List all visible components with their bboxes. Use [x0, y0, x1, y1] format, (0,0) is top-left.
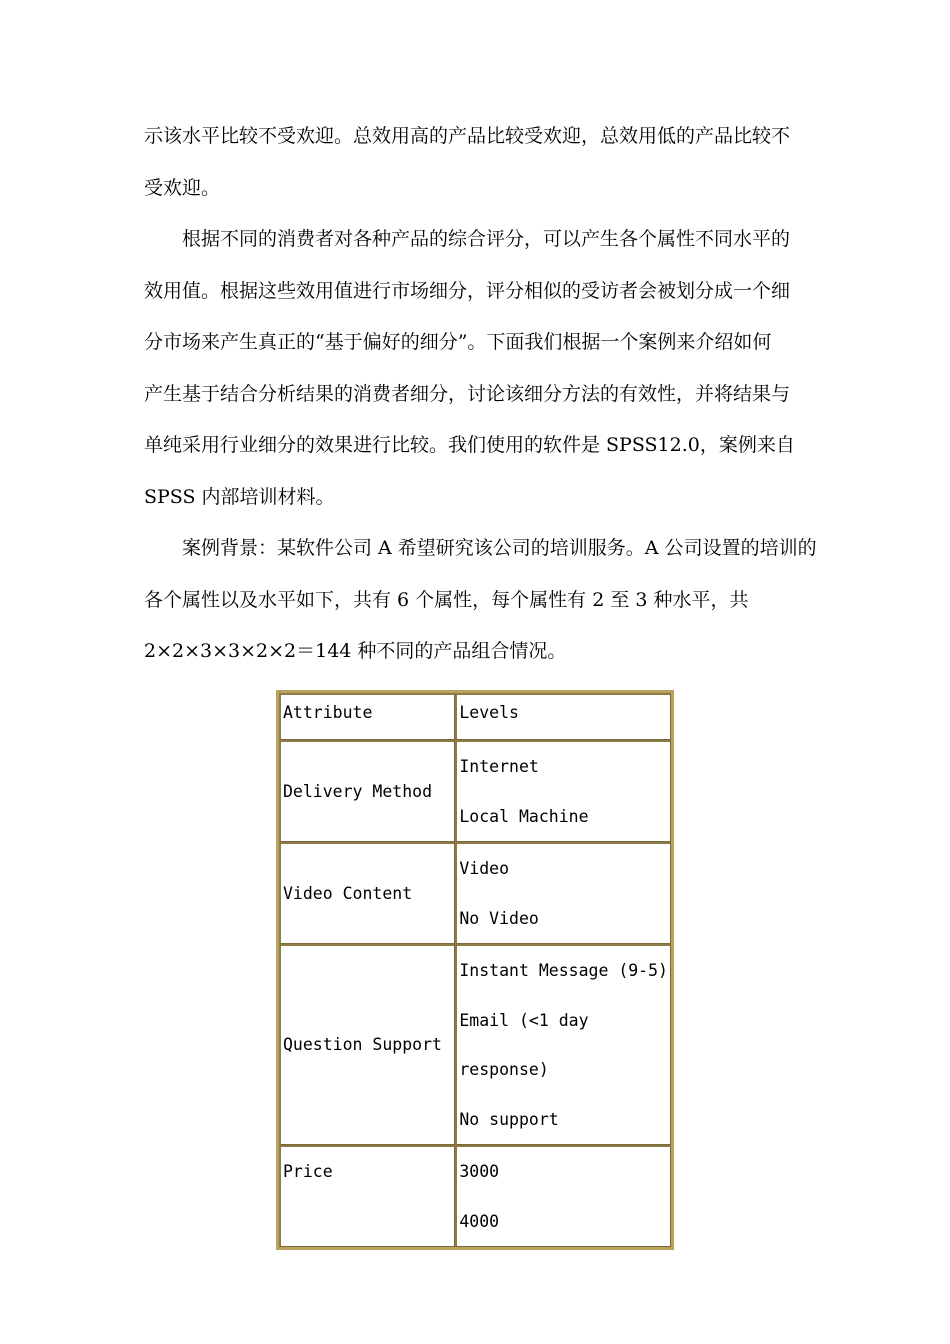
- text-line: 产生基于结合分析结果的消费者细分，讨论该细分方法的有效性，并将结果与: [144, 382, 791, 405]
- attribute-cell: Price: [279, 1145, 455, 1247]
- table-header-row: [279, 693, 671, 740]
- text-line: 分市场来产生真正的“基于偏好的细分”。下面我们根据一个案例来介绍如何: [144, 331, 772, 353]
- paragraph-1: [144, 111, 814, 214]
- text-line: 示该水平比较不受欢迎。总效用高的产品比较受欢迎，总效用低的产品比较不: [144, 125, 791, 147]
- table-row: [279, 944, 671, 1145]
- level-item: Local Machine: [459, 806, 589, 826]
- text-line: 效用值。根据这些效用值进行市场细分，评分相似的受访者会被划分成一个细: [144, 279, 791, 302]
- attributes-table: [276, 690, 674, 1250]
- table-row: [279, 740, 671, 842]
- level-item: 4000: [459, 1211, 500, 1231]
- attribute-cell: Delivery Method: [279, 740, 455, 842]
- level-item: 3000: [459, 1162, 500, 1181]
- attribute-cell: Question Support: [279, 944, 455, 1145]
- level-item: Instant Message (9-5): [459, 961, 668, 980]
- level-item: No support: [459, 1109, 559, 1129]
- level-item: Email (<1 day: [459, 1010, 589, 1030]
- paragraph-3: [144, 523, 817, 678]
- text-line: 案例背景：某软件公司 A 希望研究该公司的培训服务。A 公司设置的培训的: [182, 537, 817, 559]
- levels-cell: [455, 944, 671, 1145]
- level-item: Internet: [459, 757, 539, 776]
- header-levels: Levels: [455, 693, 671, 740]
- table-row: [279, 842, 671, 944]
- level-item: Video: [459, 859, 510, 878]
- text-line: 根据不同的消费者对各种产品的综合评分，可以产生各个属性不同水平的: [182, 228, 791, 250]
- text-line: 受欢迎。: [144, 176, 221, 199]
- text-line: SPSS 内部培训材料。: [144, 485, 335, 508]
- level-item: No Video: [459, 908, 539, 928]
- levels-cell: [455, 740, 671, 842]
- level-item: response): [459, 1060, 549, 1079]
- levels-cell: [455, 842, 671, 944]
- paragraph-2: [144, 214, 814, 523]
- text-line: 2×2×3×3×2×2＝144 种不同的产品组合情况。: [144, 640, 567, 662]
- table-row: [279, 1145, 671, 1247]
- attribute-cell: Video Content: [279, 842, 455, 944]
- levels-cell: [455, 1145, 671, 1247]
- text-line: 单纯采用行业细分的效果进行比较。我们使用的软件是 SPSS12.0，案例来自: [144, 434, 795, 456]
- text-line: 各个属性以及水平如下，共有 6 个属性，每个属性有 2 至 3 种水平，共: [144, 588, 749, 611]
- header-attribute: Attribute: [279, 693, 455, 740]
